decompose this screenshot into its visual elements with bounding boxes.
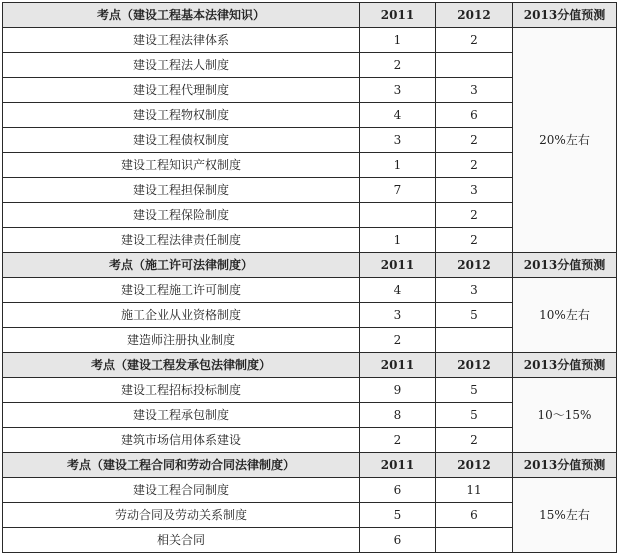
prediction-header: 2013分值预测	[513, 453, 617, 478]
score-2012-cell: 2	[436, 203, 513, 228]
score-2011-cell: 2	[360, 328, 436, 353]
topic-cell: 建设工程招标投标制度	[3, 378, 360, 403]
topic-cell: 建设工程合同制度	[3, 478, 360, 503]
section-header-row	[3, 453, 617, 478]
section-header-row	[3, 253, 617, 278]
year-2012-header: 2012	[436, 453, 513, 478]
section-topic-header: 考点（建设工程基本法律知识）	[3, 3, 360, 28]
score-2012-cell: 3	[436, 78, 513, 103]
score-2012-cell	[436, 528, 513, 553]
score-2012-cell: 3	[436, 178, 513, 203]
score-2011-cell: 4	[360, 278, 436, 303]
topic-cell: 建筑市场信用体系建设	[3, 428, 360, 453]
score-2011-cell: 3	[360, 128, 436, 153]
year-2011-header: 2011	[360, 453, 436, 478]
topic-cell: 劳动合同及劳动关系制度	[3, 503, 360, 528]
score-2011-cell: 9	[360, 378, 436, 403]
score-2011-cell: 1	[360, 228, 436, 253]
score-2012-cell: 2	[436, 128, 513, 153]
topic-cell: 建设工程代理制度	[3, 78, 360, 103]
score-2011-cell: 2	[360, 53, 436, 78]
score-2012-cell: 3	[436, 278, 513, 303]
topic-cell: 建设工程债权制度	[3, 128, 360, 153]
score-2012-cell: 6	[436, 103, 513, 128]
score-2012-cell: 5	[436, 403, 513, 428]
topic-cell: 建设工程知识产权制度	[3, 153, 360, 178]
topic-cell: 建设工程施工许可制度	[3, 278, 360, 303]
section-header-row	[3, 353, 617, 378]
score-2012-cell: 2	[436, 228, 513, 253]
score-2012-cell: 5	[436, 303, 513, 328]
score-2012-cell: 5	[436, 378, 513, 403]
score-table	[2, 2, 617, 553]
topic-cell: 建造师注册执业制度	[3, 328, 360, 353]
score-2011-cell: 7	[360, 178, 436, 203]
prediction-cell: 10%左右	[513, 278, 617, 353]
year-2012-header: 2012	[436, 253, 513, 278]
score-2012-cell	[436, 328, 513, 353]
score-2011-cell: 1	[360, 28, 436, 53]
year-2012-header: 2012	[436, 3, 513, 28]
score-2011-cell: 1	[360, 153, 436, 178]
table-row	[3, 378, 617, 403]
score-2011-cell: 6	[360, 528, 436, 553]
score-2011-cell: 6	[360, 478, 436, 503]
prediction-cell: 10～15%	[513, 378, 617, 453]
score-2012-cell: 6	[436, 503, 513, 528]
score-2011-cell: 8	[360, 403, 436, 428]
table-row	[3, 478, 617, 503]
score-2012-cell: 2	[436, 28, 513, 53]
topic-cell: 施工企业从业资格制度	[3, 303, 360, 328]
year-2011-header: 2011	[360, 353, 436, 378]
score-2011-cell: 3	[360, 303, 436, 328]
section-topic-header: 考点（建设工程发承包法律制度）	[3, 353, 360, 378]
prediction-cell: 15%左右	[513, 478, 617, 553]
topic-cell: 相关合同	[3, 528, 360, 553]
section-topic-header: 考点（施工许可法律制度）	[3, 253, 360, 278]
prediction-header: 2013分值预测	[513, 353, 617, 378]
score-2012-cell: 2	[436, 153, 513, 178]
topic-cell: 建设工程法律体系	[3, 28, 360, 53]
topic-cell: 建设工程物权制度	[3, 103, 360, 128]
prediction-header: 2013分值预测	[513, 253, 617, 278]
prediction-header: 2013分值预测	[513, 3, 617, 28]
table-row	[3, 278, 617, 303]
score-table-body	[3, 3, 617, 553]
year-2011-header: 2011	[360, 253, 436, 278]
score-2012-cell: 2	[436, 428, 513, 453]
year-2011-header: 2011	[360, 3, 436, 28]
score-2012-cell: 11	[436, 478, 513, 503]
topic-cell: 建设工程法人制度	[3, 53, 360, 78]
score-2011-cell: 4	[360, 103, 436, 128]
section-header-row	[3, 3, 617, 28]
score-2011-cell: 3	[360, 78, 436, 103]
topic-cell: 建设工程保险制度	[3, 203, 360, 228]
table-row	[3, 28, 617, 53]
score-2012-cell	[436, 53, 513, 78]
topic-cell: 建设工程承包制度	[3, 403, 360, 428]
topic-cell: 建设工程担保制度	[3, 178, 360, 203]
score-2011-cell: 2	[360, 428, 436, 453]
score-2011-cell	[360, 203, 436, 228]
prediction-cell: 20%左右	[513, 28, 617, 253]
topic-cell: 建设工程法律责任制度	[3, 228, 360, 253]
section-topic-header: 考点（建设工程合同和劳动合同法律制度）	[3, 453, 360, 478]
score-2011-cell: 5	[360, 503, 436, 528]
year-2012-header: 2012	[436, 353, 513, 378]
